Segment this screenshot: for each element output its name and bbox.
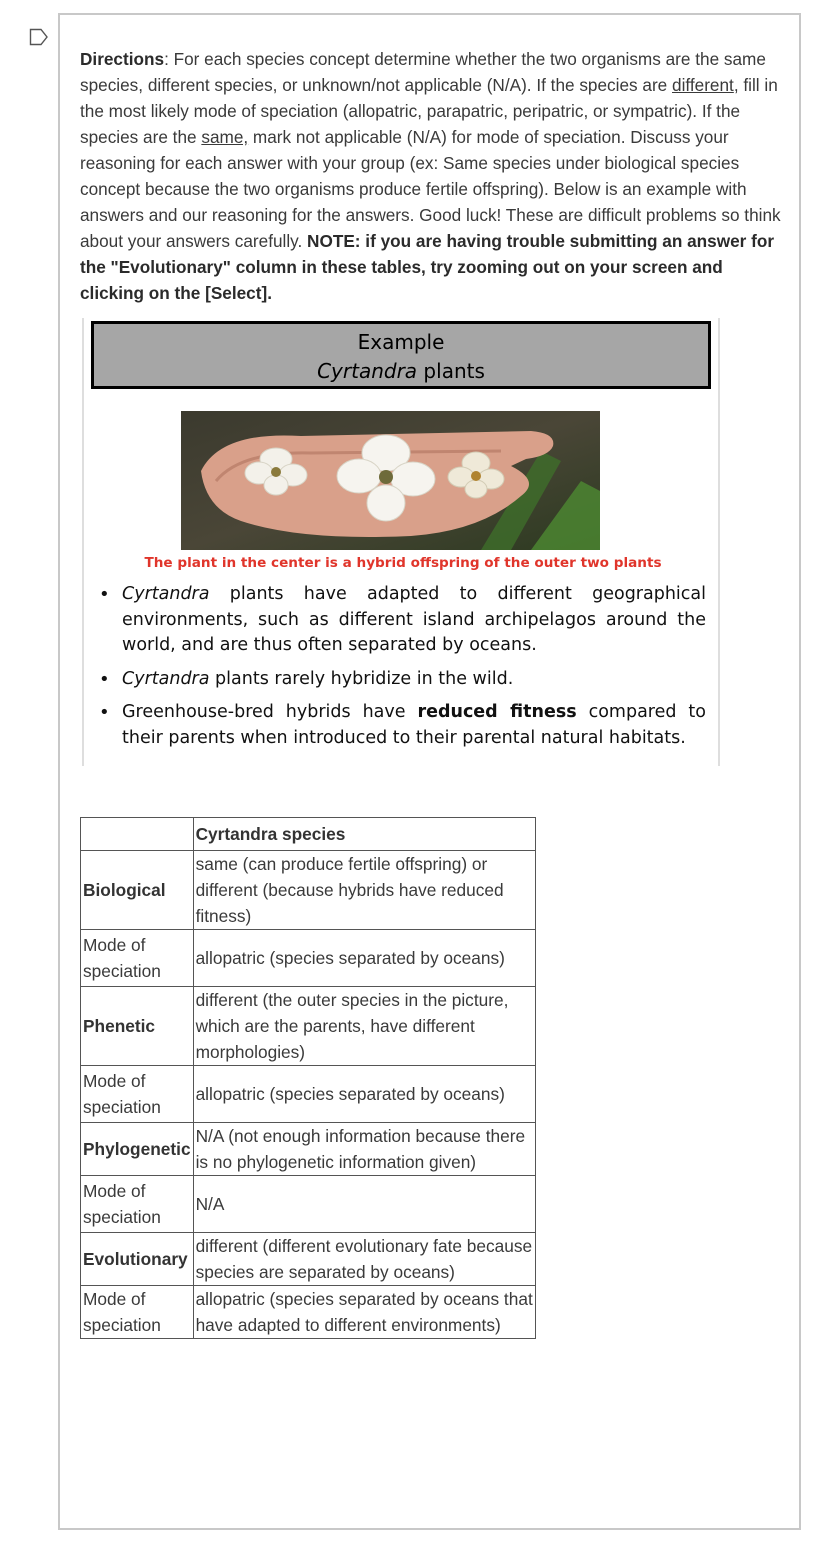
row-value: different (the outer species in the picture, which are the parents, have different morphologies) xyxy=(193,987,535,1066)
species-concept-table xyxy=(80,817,536,1339)
example-header xyxy=(91,321,711,389)
photo-caption: The plant in the center is a hybrid offspring of the outer two plants xyxy=(144,555,662,571)
row-value: N/A (not enough information because there is no phylogenetic information given) xyxy=(193,1123,535,1176)
row-value: allopatric (species separated by oceans) xyxy=(193,1066,535,1123)
directions-note: NOTE: if you are having trouble submitting an answer for the "Evolutionary" column in these tables, try zooming out on your screen and clicking on the [Select]. xyxy=(80,231,775,303)
example-bullets xyxy=(94,582,706,759)
table-header-row xyxy=(81,818,536,851)
table-row xyxy=(81,851,536,930)
row-label: Phenetic xyxy=(81,987,194,1066)
directions-text: Directions: For each species concept determine whether the two organisms are the same species, different species, or unknown/not applicable (N/A). If the species are different, fill in the most likely mode of speciation (allopatric, parapatric, peripatric, or sympatric). If the species are the same, mark not applicable (N/A) for mode of speciation. Discuss your reasoning for each answer with your group (ex: Same species under biological species concept because the two organisms produce fertile offspring). Below is an example with answers and our reasoning for the answers. Good luck! These are difficult problems so think about your answers carefully. NOTE: if you are having trouble submitting an answer for the "Evolutionary" column in these tables, try zooming out on your screen and clicking on the [Select]. xyxy=(80,49,781,303)
list-item: • Cyrtandra plants rarely hybridize in the wild. xyxy=(94,667,706,693)
row-label: Biological xyxy=(81,851,194,930)
list-item: • Greenhouse-bred hybrids have reduced fitness compared to their parents when introduced to their parental natural habitats. xyxy=(94,700,706,751)
row-value: different (different evolutionary fate because species are separated by oceans) xyxy=(193,1233,535,1286)
row-label: Mode of speciation xyxy=(81,1176,194,1233)
table-row xyxy=(81,1123,536,1176)
row-label: Evolutionary xyxy=(81,1233,194,1286)
row-label: Mode of speciation xyxy=(81,930,194,987)
flag-question-icon[interactable] xyxy=(29,28,49,46)
row-label: Phylogenetic xyxy=(81,1123,194,1176)
row-label: Mode of speciation xyxy=(81,1286,194,1339)
table-row xyxy=(81,987,536,1066)
table-row xyxy=(81,1066,536,1123)
table-row xyxy=(81,930,536,987)
example-subheading: Cyrtandra plants xyxy=(317,359,485,383)
row-value: same (can produce fertile offspring) or different (because hybrids have reduced fitness) xyxy=(193,851,535,930)
row-value: allopatric (species separated by oceans that have adapted to different environments) xyxy=(193,1286,535,1339)
cyrtandra-flowers-photo xyxy=(181,411,600,550)
table-row xyxy=(81,1176,536,1233)
directions-lead: Directions xyxy=(80,49,165,69)
example-panel xyxy=(82,318,720,766)
table-column-header: Cyrtandra species xyxy=(193,818,535,851)
list-item: • Cyrtandra plants have adapted to different geographical environments, such as different island archipelagos around the world, and are thus often separated by oceans. xyxy=(94,582,706,659)
row-value: N/A xyxy=(193,1176,535,1233)
table-row xyxy=(81,1286,536,1339)
table-corner-cell xyxy=(81,818,194,851)
example-heading: Example xyxy=(357,330,445,354)
table-row xyxy=(81,1233,536,1286)
row-value: allopatric (species separated by oceans) xyxy=(193,930,535,987)
row-label: Mode of speciation xyxy=(81,1066,194,1123)
